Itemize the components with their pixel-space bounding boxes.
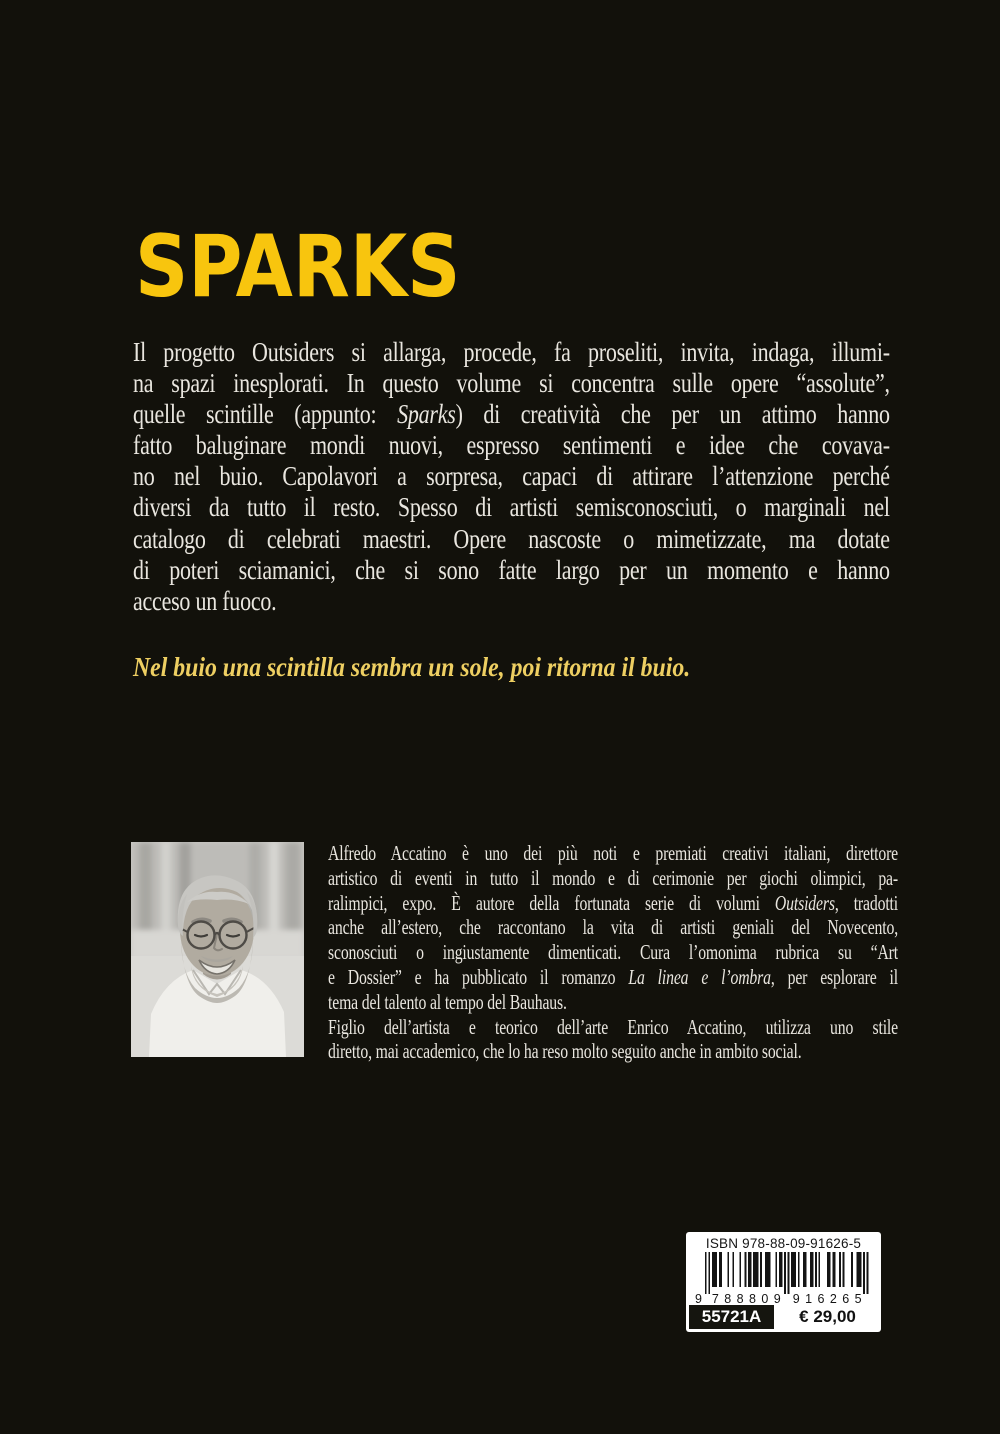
text-line: no nel buio. Capolavori a sorpresa, capaci di attirare l’attenzione perché	[133, 460, 890, 492]
text-line: fatto baluginare mondi nuovi, espresso sentimenti e idee che covava-	[133, 429, 890, 461]
text-line: anche all’estero, che raccontano la vita di artisti geniali del Novecento,	[328, 915, 898, 940]
text-line: di poteri sciamanici, che si sono fatte largo per un momento e hanno	[133, 553, 890, 585]
isbn-barcode-label	[686, 1232, 881, 1332]
text-line: e Dossier” e ha pubblicato il romanzo La linea e l’ombra, per esplorare il	[328, 964, 898, 989]
text-line: quelle scintille (appunto: Sparks) di creatività che per un attimo hanno	[133, 398, 890, 430]
text-line: Il progetto Outsiders si allarga, procede, fa proseliti, invita, indaga, illumi-	[133, 336, 890, 367]
author-photo	[131, 842, 304, 1057]
author-portrait-illustration	[131, 842, 304, 1057]
text-line: artistico di eventi in tutto il mondo e di cerimonie per giochi olimpici, pa-	[328, 865, 898, 890]
author-bio	[328, 841, 898, 1064]
label-bottom-row	[689, 1305, 878, 1329]
svg-text:788809: 788809	[711, 1292, 781, 1305]
publisher-code: 55721A	[689, 1305, 774, 1329]
ean13-barcode	[689, 1251, 878, 1305]
svg-text:9: 9	[694, 1292, 702, 1305]
price: € 29,00	[777, 1305, 878, 1329]
text-line: ralimpici, expo. È autore della fortunata serie di volumi Outsiders, tradotti	[328, 890, 898, 915]
tagline-quote: Nel buio una scintilla sembra un sole, poi ritorna il buio.	[133, 652, 691, 682]
text-line: na spazi inesplorati. In questo volume si concentra sulle opere “assolute”,	[133, 367, 890, 399]
text-line: acceso un fuoco.	[133, 584, 277, 616]
text-line: Alfredo Accatino è uno dei più noti e premiati creativi italiani, direttore	[328, 841, 898, 865]
text-line: diversi da tutto il resto. Spesso di artisti semisconosciuti, o marginali nel	[133, 491, 890, 523]
back-cover-blurb	[133, 336, 890, 616]
book-title: SPARKS	[135, 217, 461, 317]
isbn-number: ISBN 978-88-09-91626-5	[705, 1236, 862, 1251]
text-line: diretto, mai accademico, che lo ha reso molto seguito anche in ambito social.	[328, 1039, 802, 1064]
text-line: sconosciuti o ingiustamente dimenticati. Cura l’omonima rubrica su “Art	[328, 940, 898, 965]
svg-text:916265: 916265	[792, 1292, 862, 1305]
text-line: catalogo di celebrati maestri. Opere nascoste o mimetizzate, ma dotate	[133, 522, 890, 554]
text-line: tema del talento al tempo del Bauhaus.	[328, 989, 567, 1014]
text-line: Figlio dell’artista e teorico dell’arte Enrico Accatino, utilizza uno stile	[328, 1014, 898, 1039]
